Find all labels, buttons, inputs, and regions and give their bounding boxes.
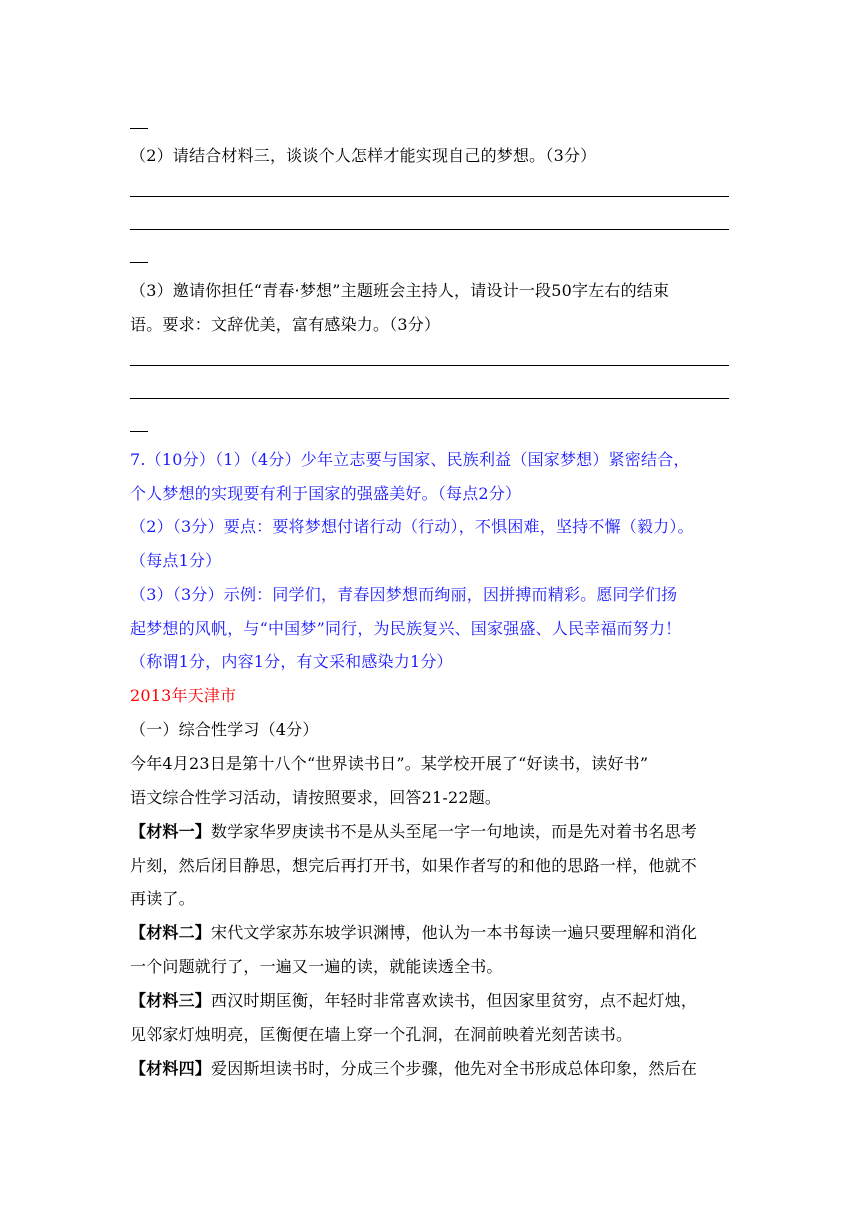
answer-key-line1: 7.（10分）（1）（4分）少年立志要与国家、民族利益（国家梦想）紧密结合， [130,450,690,469]
answer-line [130,196,729,197]
answer-line [130,398,729,399]
material-3-line1 [130,991,735,1011]
material-1-line2: 片刻，然后闭目静思，想完后再打开书，如果作者写的和他的思路一样，他就不 [130,856,698,875]
answer-line [130,229,729,230]
material-1-text: 数学家华罗庚读书不是从头至尾一字一句地读，而是先对着书名思考 [211,822,698,841]
material-1-line1 [130,822,735,842]
answer-blank-stub [130,262,148,263]
intro-line2: 语文综合性学习活动，请按照要求，回答21-22题。 [130,788,502,807]
material-3-label: 【材料三】 [130,991,212,1010]
question-3-text-line2: 语。要求：文辞优美，富有感染力。（3分） [130,315,441,334]
answer-key-line3: （2）（3分）要点：要将梦想付诸行动（行动），不惧困难，坚持不懈（毅力）。 [130,517,694,536]
answer-line [130,365,729,366]
material-2-text: 宋代文学家苏东坡学识渊博，他认为一本书每读一遍只要理解和消化 [211,923,698,942]
subsection-title: （一）综合性学习（4分） [130,720,319,739]
answer-key-line5: （3）（3分）示例：同学们，青春因梦想而绚丽，因拼搏而精彩。愿同学们扬 [130,585,678,604]
answer-key-line2: 个人梦想的实现要有利于国家的强盛美好。（每点2分） [130,484,522,503]
material-3-line2: 见邻家灯烛明亮，匡衡便在墙上穿一个孔洞，在洞前映着光刻苦读书。 [130,1025,633,1044]
material-4-line1 [130,1059,735,1079]
answer-key-line4: （每点1分） [130,551,222,570]
section-heading-tianjin: 2013年天津市 [130,686,237,705]
answer-key-line6: 起梦想的风帆，与“中国梦”同行，为民族复兴、国家强盛、人民幸福而努力！ [130,619,682,638]
question-3-text-line1: （3）邀请你担任“青春·梦想”主题班会主持人，请设计一段50字左右的结束 [130,281,670,300]
answer-blank-stub [130,128,148,129]
material-1-label: 【材料一】 [130,822,212,841]
material-3-text: 西汉时期匡衡，年轻时非常喜欢读书，但因家里贫穷，点不起灯烛， [211,991,698,1010]
material-2-line2: 一个问题就行了，一遍又一遍的读，就能读透全书。 [130,957,503,976]
answer-key-line7: （称谓1分，内容1分，有文采和感染力1分） [130,652,453,671]
material-4-text: 爱因斯坦读书时，分成三个步骤，他先对全书形成总体印象，然后在 [211,1059,698,1078]
answer-blank-stub [130,431,148,432]
intro-line1: 今年4月23日是第十八个“世界读书日”。某学校开展了“好读书，读好书” [130,754,649,773]
material-1-line3: 再读了。 [130,889,195,908]
material-2-line1 [130,923,735,943]
question-2-text: （2）请结合材料三，谈谈个人怎样才能实现自己的梦想。（3分） [130,146,597,165]
material-4-label: 【材料四】 [130,1059,212,1078]
material-2-label: 【材料二】 [130,923,212,942]
